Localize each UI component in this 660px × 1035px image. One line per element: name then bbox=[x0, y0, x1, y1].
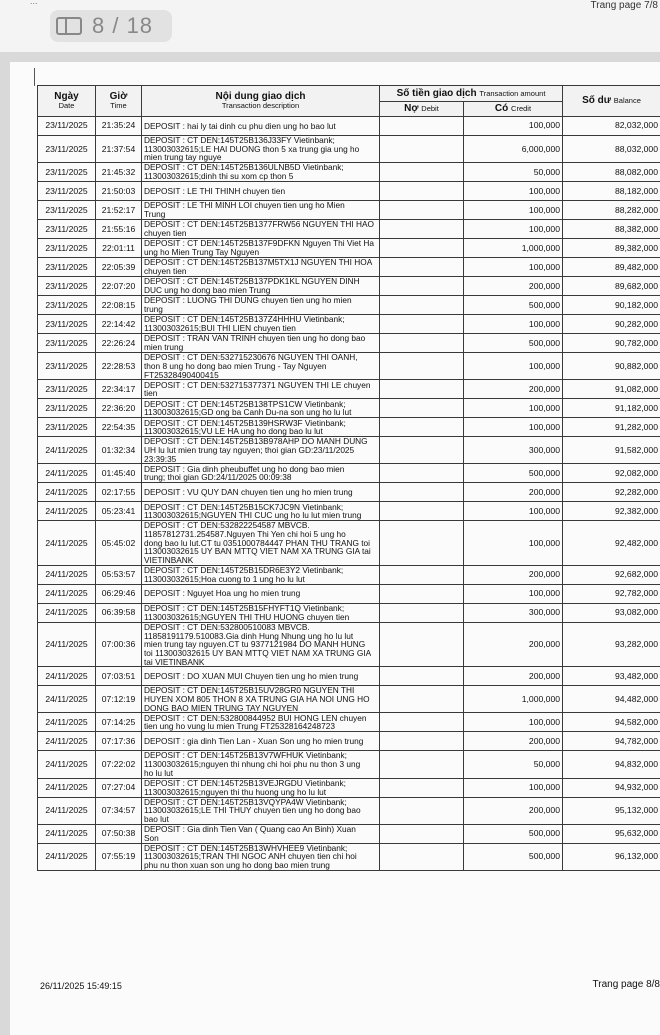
debit-cell bbox=[380, 667, 464, 686]
date-cell: 23/11/2025 bbox=[38, 201, 96, 220]
balance-cell: 94,482,000 bbox=[563, 686, 660, 713]
credit-cell: 100,000 bbox=[464, 220, 563, 239]
credit-cell: 500,000 bbox=[464, 296, 563, 315]
top-scribble: ... bbox=[30, 0, 38, 6]
balance-cell: 91,282,000 bbox=[563, 418, 660, 437]
date-cell: 24/11/2025 bbox=[38, 667, 96, 686]
debit-cell bbox=[380, 418, 464, 437]
balance-cell: 92,482,000 bbox=[563, 521, 660, 566]
time-cell: 22:54:35 bbox=[96, 418, 142, 437]
time-cell: 07:22:02 bbox=[96, 751, 142, 778]
description-cell: DEPOSIT : CT DEN:145T25B137Z4HHHU Vietinbank; 113003032615;BUI THI LIEN chuyen tien bbox=[142, 315, 380, 334]
date-cell: 23/11/2025 bbox=[38, 315, 96, 334]
credit-cell: 200,000 bbox=[464, 483, 563, 502]
debit-cell bbox=[380, 797, 464, 824]
balance-cell: 88,182,000 bbox=[563, 182, 660, 201]
time-cell: 22:05:39 bbox=[96, 258, 142, 277]
description-cell: DEPOSIT : VU QUY DAN chuyen tien ung ho mien trung bbox=[142, 483, 380, 502]
credit-cell: 200,000 bbox=[464, 380, 563, 399]
date-cell: 23/11/2025 bbox=[38, 258, 96, 277]
time-cell: 05:23:41 bbox=[96, 502, 142, 521]
table-row bbox=[38, 824, 660, 843]
table-row bbox=[38, 464, 660, 483]
time-cell: 21:50:03 bbox=[96, 182, 142, 201]
balance-cell: 92,782,000 bbox=[563, 584, 660, 603]
credit-cell: 100,000 bbox=[464, 353, 563, 380]
credit-cell: 200,000 bbox=[464, 622, 563, 667]
table-row bbox=[38, 732, 660, 751]
credit-cell: 100,000 bbox=[464, 399, 563, 418]
time-header: Giờ Time bbox=[96, 86, 142, 117]
balance-cell: 91,082,000 bbox=[563, 380, 660, 399]
time-cell: 07:00:36 bbox=[96, 622, 142, 667]
table-row bbox=[38, 483, 660, 502]
time-cell: 21:52:17 bbox=[96, 201, 142, 220]
description-cell: DEPOSIT : CT DEN:145T25B136ULNB5D Vietinbank; 113003032615;dinh thi su xom cp thon 5 bbox=[142, 163, 380, 182]
debit-cell bbox=[380, 334, 464, 353]
credit-cell: 50,000 bbox=[464, 751, 563, 778]
credit-cell: 100,000 bbox=[464, 182, 563, 201]
description-cell: DEPOSIT : gia dinh Tien Lan - Xuan Son ung ho mien trung bbox=[142, 732, 380, 751]
balance-cell: 94,782,000 bbox=[563, 732, 660, 751]
credit-cell: 300,000 bbox=[464, 437, 563, 464]
date-cell: 23/11/2025 bbox=[38, 117, 96, 136]
table-row bbox=[38, 353, 660, 380]
date-cell: 24/11/2025 bbox=[38, 603, 96, 622]
date-cell: 24/11/2025 bbox=[38, 824, 96, 843]
description-cell: DEPOSIT : CT DEN:145T25B15UV28GR0 NGUYEN THI HUYEN XOM 805 THON 8 XA TRUNG GIA HA NOI UNG HO DONG BAO MIEN TRUNG TAY NGUYEN bbox=[142, 686, 380, 713]
table-row bbox=[38, 315, 660, 334]
description-cell: DEPOSIT : CT DEN:145T25B13WHVHEE9 Vietinbank; 113003032615;TRAN THI NGOC ANH chuyen tien chi hoi phu nu thon xuan son ung ho dong bao mien trung bbox=[142, 843, 380, 870]
table-row bbox=[38, 713, 660, 732]
debit-cell bbox=[380, 713, 464, 732]
credit-header: Có Credit bbox=[464, 102, 563, 117]
balance-cell: 95,632,000 bbox=[563, 824, 660, 843]
time-cell: 07:14:25 bbox=[96, 713, 142, 732]
table-row bbox=[38, 751, 660, 778]
credit-cell: 100,000 bbox=[464, 418, 563, 437]
description-cell: DEPOSIT : LE THI MINH LOI chuyen tien ung ho Mien Trung bbox=[142, 201, 380, 220]
description-cell: DEPOSIT : CT DEN:145T25B15CK7JC9N Vietinbank; 113003032615;NGUYEN THI CUC ung ho lu lut mien trung bbox=[142, 502, 380, 521]
description-cell: DEPOSIT : LE THI THINH chuyen tien bbox=[142, 182, 380, 201]
date-cell: 24/11/2025 bbox=[38, 502, 96, 521]
page-number: Trang page 8/8 bbox=[592, 979, 660, 990]
table-row bbox=[38, 584, 660, 603]
time-cell: 22:28:53 bbox=[96, 353, 142, 380]
time-cell: 22:01:11 bbox=[96, 239, 142, 258]
date-cell: 24/11/2025 bbox=[38, 464, 96, 483]
debit-cell bbox=[380, 399, 464, 418]
time-cell: 05:45:02 bbox=[96, 521, 142, 566]
description-cell: DEPOSIT : CT DEN:145T25B13B978AHP DO MANH DUNG UH lu lut mien trung tay nguyen; thoi gian GD:23/11/2025 23:39:35 bbox=[142, 437, 380, 464]
credit-cell: 1,000,000 bbox=[464, 686, 563, 713]
table-row bbox=[38, 843, 660, 870]
time-cell: 22:08:15 bbox=[96, 296, 142, 315]
time-cell: 07:34:57 bbox=[96, 797, 142, 824]
date-cell: 23/11/2025 bbox=[38, 136, 96, 163]
table-row bbox=[38, 622, 660, 667]
description-cell: DEPOSIT : TRAN VAN TRINH chuyen tien ung ho dong bao mien trung bbox=[142, 334, 380, 353]
date-cell: 24/11/2025 bbox=[38, 686, 96, 713]
time-cell: 21:37:54 bbox=[96, 136, 142, 163]
balance-cell: 96,132,000 bbox=[563, 843, 660, 870]
debit-cell bbox=[380, 622, 464, 667]
amount-header: Số tiền giao dịch Transaction amount bbox=[380, 86, 563, 102]
balance-cell: 94,582,000 bbox=[563, 713, 660, 732]
balance-cell: 90,282,000 bbox=[563, 315, 660, 334]
balance-cell: 90,882,000 bbox=[563, 353, 660, 380]
credit-cell: 6,000,000 bbox=[464, 136, 563, 163]
table-row bbox=[38, 182, 660, 201]
debit-cell bbox=[380, 824, 464, 843]
balance-cell: 88,382,000 bbox=[563, 220, 660, 239]
time-cell: 22:14:42 bbox=[96, 315, 142, 334]
date-cell: 24/11/2025 bbox=[38, 732, 96, 751]
debit-cell bbox=[380, 182, 464, 201]
table-row bbox=[38, 163, 660, 182]
table-row bbox=[38, 117, 660, 136]
time-cell: 22:36:20 bbox=[96, 399, 142, 418]
time-cell: 07:27:04 bbox=[96, 778, 142, 797]
balance-cell: 88,082,000 bbox=[563, 163, 660, 182]
credit-cell: 300,000 bbox=[464, 603, 563, 622]
credit-cell: 100,000 bbox=[464, 315, 563, 334]
debit-cell bbox=[380, 353, 464, 380]
balance-cell: 82,032,000 bbox=[563, 117, 660, 136]
table-row bbox=[38, 521, 660, 566]
balance-cell: 92,282,000 bbox=[563, 483, 660, 502]
time-cell: 05:53:57 bbox=[96, 565, 142, 584]
date-cell: 23/11/2025 bbox=[38, 399, 96, 418]
description-cell: DEPOSIT : CT DEN:145T25B15DR6E3Y2 Vietinbank; 113003032615;Hoa cuong to 1 ung ho lu lut bbox=[142, 565, 380, 584]
time-cell: 21:45:32 bbox=[96, 163, 142, 182]
table-row bbox=[38, 277, 660, 296]
date-cell: 23/11/2025 bbox=[38, 334, 96, 353]
credit-cell: 500,000 bbox=[464, 843, 563, 870]
balance-header: Số dư Balance bbox=[563, 86, 660, 117]
date-cell: 23/11/2025 bbox=[38, 353, 96, 380]
description-cell: DEPOSIT : hai ly tai dinh cu phu dien ung ho bao lut bbox=[142, 117, 380, 136]
credit-cell: 100,000 bbox=[464, 117, 563, 136]
transaction-rows bbox=[38, 117, 660, 871]
debit-cell bbox=[380, 239, 464, 258]
debit-cell bbox=[380, 117, 464, 136]
debit-cell bbox=[380, 464, 464, 483]
debit-cell bbox=[380, 778, 464, 797]
debit-cell bbox=[380, 565, 464, 584]
table-row bbox=[38, 220, 660, 239]
time-cell: 01:45:40 bbox=[96, 464, 142, 483]
description-cell: DEPOSIT : CT DEN:145T25B139HSRW3F Vietinbank; 113003032615;VU LE HA ung ho dong bao lu lut bbox=[142, 418, 380, 437]
balance-cell: 93,082,000 bbox=[563, 603, 660, 622]
previous-page-label: Trang page 7/8 bbox=[590, 0, 658, 11]
debit-cell bbox=[380, 220, 464, 239]
table-row bbox=[38, 239, 660, 258]
debit-cell bbox=[380, 315, 464, 334]
printed-timestamp: 26/11/2025 15:49:15 bbox=[40, 981, 122, 991]
date-cell: 24/11/2025 bbox=[38, 483, 96, 502]
balance-cell: 92,082,000 bbox=[563, 464, 660, 483]
description-cell: DEPOSIT : CT DEN:145T25B13VQYPA4W Vietinbank; 113003032615;LE THI THUY chuyen tien ung ho dong bao bao lut bbox=[142, 797, 380, 824]
balance-cell: 93,482,000 bbox=[563, 667, 660, 686]
credit-cell: 200,000 bbox=[464, 277, 563, 296]
time-cell: 07:55:19 bbox=[96, 843, 142, 870]
table-row bbox=[38, 399, 660, 418]
debit-cell bbox=[380, 136, 464, 163]
credit-cell: 500,000 bbox=[464, 824, 563, 843]
balance-cell: 88,032,000 bbox=[563, 136, 660, 163]
credit-cell: 200,000 bbox=[464, 732, 563, 751]
date-cell: 24/11/2025 bbox=[38, 797, 96, 824]
table-row bbox=[38, 136, 660, 163]
date-cell: 24/11/2025 bbox=[38, 565, 96, 584]
credit-cell: 100,000 bbox=[464, 778, 563, 797]
credit-cell: 100,000 bbox=[464, 258, 563, 277]
balance-cell: 90,182,000 bbox=[563, 296, 660, 315]
time-cell: 22:26:24 bbox=[96, 334, 142, 353]
credit-cell: 500,000 bbox=[464, 334, 563, 353]
time-cell: 02:17:55 bbox=[96, 483, 142, 502]
table-row bbox=[38, 418, 660, 437]
time-cell: 07:17:36 bbox=[96, 732, 142, 751]
description-cell: DEPOSIT : CT DEN:145T25B136J33FY Vietinbank; 113003032615;LE HAI DUONG thon 5 xa trung gia ung ho mien trung tay nguye bbox=[142, 136, 380, 163]
debit-cell bbox=[380, 380, 464, 399]
debit-cell bbox=[380, 201, 464, 220]
description-cell: DEPOSIT : CT DEN:145T25B138TPS1CW Vietinbank; 113003032615;GD ong ba Canh Du-na son ung ho lu lut bbox=[142, 399, 380, 418]
time-cell: 21:55:16 bbox=[96, 220, 142, 239]
table-row bbox=[38, 565, 660, 584]
table-row bbox=[38, 296, 660, 315]
debit-cell bbox=[380, 163, 464, 182]
credit-cell: 50,000 bbox=[464, 163, 563, 182]
table-row bbox=[38, 258, 660, 277]
date-cell: 23/11/2025 bbox=[38, 182, 96, 201]
description-header: Nội dung giao dịch Transaction description bbox=[142, 86, 380, 117]
table-row bbox=[38, 334, 660, 353]
balance-cell: 89,482,000 bbox=[563, 258, 660, 277]
debit-cell bbox=[380, 258, 464, 277]
description-cell: DEPOSIT : CT DEN:145T25B13VEJRGDU Vietinbank; 113003032615;nguyen thi thu huong ung ho lu lut bbox=[142, 778, 380, 797]
time-cell: 06:29:46 bbox=[96, 584, 142, 603]
balance-cell: 90,782,000 bbox=[563, 334, 660, 353]
description-cell: DEPOSIT : LUONG THI DUNG chuyen tien ung ho mien trung bbox=[142, 296, 380, 315]
description-cell: DEPOSIT : CT DEN:532715377371 NGUYEN THI LE chuyen tien bbox=[142, 380, 380, 399]
date-cell: 24/11/2025 bbox=[38, 751, 96, 778]
debit-cell bbox=[380, 686, 464, 713]
margin-mark bbox=[34, 68, 35, 86]
date-cell: 24/11/2025 bbox=[38, 521, 96, 566]
description-cell: DEPOSIT : CT DEN:532800844952 BUI HONG LEN chuyen tien ung ho vung lu mien Trung FT25328164248723 bbox=[142, 713, 380, 732]
table-row bbox=[38, 201, 660, 220]
time-cell: 06:39:58 bbox=[96, 603, 142, 622]
date-cell: 23/11/2025 bbox=[38, 296, 96, 315]
description-cell: DEPOSIT : CT DEN:145T25B137F9DFKN Nguyen Thi Viet Ha ung ho Mien Trung Tay Nguyen bbox=[142, 239, 380, 258]
debit-cell bbox=[380, 296, 464, 315]
debit-cell bbox=[380, 483, 464, 502]
date-header: Ngày Date bbox=[38, 86, 96, 117]
balance-cell: 89,682,000 bbox=[563, 277, 660, 296]
balance-cell: 94,832,000 bbox=[563, 751, 660, 778]
time-cell: 07:50:38 bbox=[96, 824, 142, 843]
description-cell: DEPOSIT : CT DEN:532822254587 MBVCB. 11857812731.254587.Nguyen Thi Yen chi hoi 5 ung ho dong bao lu lut.CT tu 0351000784447 PHAN THU TRANG toi 113003032615 UY BAN MTTQ VIET NAM XA TRUNG GIA tai VIETINBANK bbox=[142, 521, 380, 566]
credit-cell: 500,000 bbox=[464, 464, 563, 483]
table-row bbox=[38, 603, 660, 622]
date-cell: 24/11/2025 bbox=[38, 584, 96, 603]
description-cell: DEPOSIT : Gia dinh Tien Van ( Quang cao An Binh) Xuan Son bbox=[142, 824, 380, 843]
date-cell: 24/11/2025 bbox=[38, 778, 96, 797]
table-row bbox=[38, 797, 660, 824]
description-cell: DEPOSIT : Gia dinh pheubuffet ung ho dong bao mien trung; thoi gian GD:24/11/2025 00:09:38 bbox=[142, 464, 380, 483]
description-cell: DEPOSIT : CT DEN:145T25B137PDK1KL NGUYEN DINH DUC ung ho dong bao mien Trung bbox=[142, 277, 380, 296]
debit-cell bbox=[380, 437, 464, 464]
balance-cell: 89,382,000 bbox=[563, 239, 660, 258]
description-cell: DEPOSIT : CT DEN:145T25B137M5TX1J NGUYEN THI HOA chuyen tien bbox=[142, 258, 380, 277]
table-row bbox=[38, 667, 660, 686]
credit-cell: 200,000 bbox=[464, 797, 563, 824]
date-cell: 23/11/2025 bbox=[38, 277, 96, 296]
credit-cell: 100,000 bbox=[464, 584, 563, 603]
debit-cell bbox=[380, 843, 464, 870]
date-cell: 23/11/2025 bbox=[38, 220, 96, 239]
balance-cell: 92,382,000 bbox=[563, 502, 660, 521]
debit-cell bbox=[380, 603, 464, 622]
credit-cell: 100,000 bbox=[464, 502, 563, 521]
debit-cell bbox=[380, 732, 464, 751]
pages-icon bbox=[56, 17, 82, 35]
time-cell: 22:34:17 bbox=[96, 380, 142, 399]
description-cell: DEPOSIT : CT DEN:145T25B13V7WFHUK Vietinbank; 113003032615;nguyen thi nhung chi hoi phu nu thon 3 ung ho lu lut bbox=[142, 751, 380, 778]
time-cell: 22:07:20 bbox=[96, 277, 142, 296]
date-cell: 23/11/2025 bbox=[38, 239, 96, 258]
credit-cell: 100,000 bbox=[464, 201, 563, 220]
table-row bbox=[38, 686, 660, 713]
page-indicator[interactable] bbox=[50, 10, 172, 42]
debit-cell bbox=[380, 277, 464, 296]
description-cell: DEPOSIT : CT DEN:532715230676 NGUYEN THI OANH, thon 8 ung ho dong bao mien Trung - Tay Nguyen FT25328490400415 bbox=[142, 353, 380, 380]
time-cell: 01:32:34 bbox=[96, 437, 142, 464]
debit-cell bbox=[380, 521, 464, 566]
date-cell: 23/11/2025 bbox=[38, 418, 96, 437]
description-cell: DEPOSIT : DO XUAN MUI Chuyen tien ung ho mien trung bbox=[142, 667, 380, 686]
transaction-table bbox=[37, 85, 660, 871]
balance-cell: 94,932,000 bbox=[563, 778, 660, 797]
credit-cell: 200,000 bbox=[464, 667, 563, 686]
table-row bbox=[38, 380, 660, 399]
date-cell: 24/11/2025 bbox=[38, 843, 96, 870]
time-cell: 07:03:51 bbox=[96, 667, 142, 686]
table-row bbox=[38, 778, 660, 797]
credit-cell: 100,000 bbox=[464, 713, 563, 732]
balance-cell: 93,282,000 bbox=[563, 622, 660, 667]
date-cell: 24/11/2025 bbox=[38, 437, 96, 464]
date-cell: 23/11/2025 bbox=[38, 163, 96, 182]
balance-cell: 92,682,000 bbox=[563, 565, 660, 584]
description-cell: DEPOSIT : Nguyet Hoa ung ho mien trung bbox=[142, 584, 380, 603]
debit-cell bbox=[380, 751, 464, 778]
time-cell: 21:35:24 bbox=[96, 117, 142, 136]
description-cell: DEPOSIT : CT DEN:532800510083 MBVCB. 11858191179.510083.Gia dinh Hung Nhung ung ho lu lut mien trung tay nguyen.CT tu 9377121984 DO MANH HUNG toi 113003032615 UY BAN MTTQ VIET NAM XA TRUNG GIA tai VIETINBANK bbox=[142, 622, 380, 667]
date-cell: 23/11/2025 bbox=[38, 380, 96, 399]
description-cell: DEPOSIT : CT DEN:145T25B1377FRW56 NGUYEN THI HAO chuyen tien bbox=[142, 220, 380, 239]
credit-cell: 100,000 bbox=[464, 521, 563, 566]
time-cell: 07:12:19 bbox=[96, 686, 142, 713]
debit-cell bbox=[380, 584, 464, 603]
debit-header: Nợ Debit bbox=[380, 102, 464, 117]
balance-cell: 91,182,000 bbox=[563, 399, 660, 418]
balance-cell: 91,582,000 bbox=[563, 437, 660, 464]
table-row bbox=[38, 437, 660, 464]
page-counter: 8 / 18 bbox=[92, 13, 154, 38]
date-cell: 24/11/2025 bbox=[38, 622, 96, 667]
table-row bbox=[38, 502, 660, 521]
balance-cell: 95,132,000 bbox=[563, 797, 660, 824]
credit-cell: 1,000,000 bbox=[464, 239, 563, 258]
balance-cell: 88,282,000 bbox=[563, 201, 660, 220]
date-cell: 24/11/2025 bbox=[38, 713, 96, 732]
debit-cell bbox=[380, 502, 464, 521]
description-cell: DEPOSIT : CT DEN:145T25B15FHYFT1Q Vietinbank; 113003032615;NGUYEN THI THU HUONG chuyen tien bbox=[142, 603, 380, 622]
credit-cell: 200,000 bbox=[464, 565, 563, 584]
